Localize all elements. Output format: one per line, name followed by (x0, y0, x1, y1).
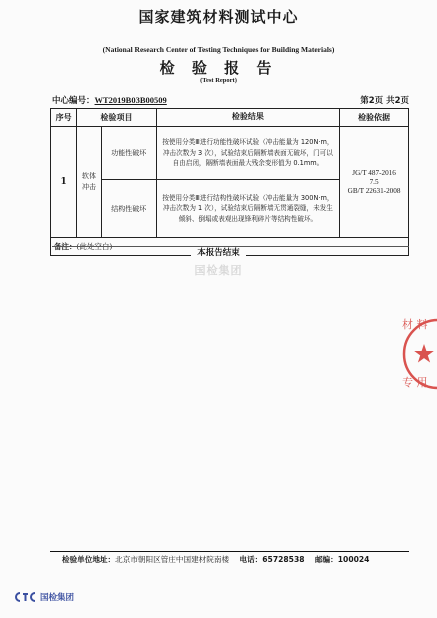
report-title-en: (Test Report) (200, 77, 237, 84)
note-text: (此处空白) (76, 242, 113, 251)
results-table (50, 108, 409, 256)
phone-label: 电话： (239, 555, 263, 564)
item-name: 软体冲击 (82, 172, 97, 191)
table-header-row (51, 109, 409, 127)
phone-number: 65728538 (262, 555, 305, 564)
table-row (51, 127, 409, 180)
header-item: 检验项目 (77, 109, 157, 127)
row-seq: 1 (51, 127, 77, 238)
watermark: 国检集团 (194, 264, 243, 277)
official-seal-icon (398, 314, 437, 394)
center-no: WT2019B03B00509 (94, 95, 167, 105)
svg-text:专 用: 专 用 (402, 376, 428, 389)
basis-standard-2: GB/T 22631-2008 (347, 186, 401, 195)
ctc-logo-icon (14, 591, 36, 603)
row-sub-item: 结构性破坏 (101, 180, 156, 238)
note-label: 备注： (54, 242, 77, 251)
company-logo (14, 590, 74, 604)
zip-label: 邮编： (314, 555, 338, 564)
page-count: 第2页 共2页 (360, 96, 409, 106)
basis-clause: 7.5 (369, 177, 379, 186)
header-seq: 序号 (51, 109, 77, 127)
institution-title-en: (National Research Center of Testing Techniques for Building Materials) (102, 45, 335, 54)
footer-divider (50, 551, 409, 552)
svg-text:材 料: 材 料 (402, 318, 428, 331)
row-item (77, 127, 102, 238)
row-result: 按使用分类Ⅲ进行结构性破坏试验（冲击能量为 300N·m，冲击次数为 1 次），试验结束后隔断墙无贯通裂缝，未发生倾斜、倒塌或表观出现锋利碎片等结构性破坏。 (156, 180, 339, 238)
footer-info (62, 554, 369, 565)
header-result: 检验结果 (156, 109, 339, 127)
zip-code: 100024 (337, 555, 370, 564)
unit-label: 检验单位地址： (62, 555, 116, 564)
logo-name: 国检集团 (40, 593, 75, 603)
header-basis: 检验依据 (340, 109, 409, 127)
end-of-report (0, 240, 437, 259)
basis-standard-1: JG/T 487-2016 (352, 168, 396, 177)
institution-title-cn: 国家建筑材料测试中心 (138, 8, 299, 26)
row-result: 按使用分类Ⅲ进行功能性破坏试验（冲击能量为 120N·m，冲击次数为 3 次），试验结束后隔断墙表面无破坏，门可以自由启闭，隔断墙表面最大残余变形值为 0.1mm。 (156, 127, 339, 180)
report-meta (52, 94, 409, 106)
center-no-label: 中心编号： (52, 96, 95, 106)
row-basis (340, 127, 409, 238)
report-title-cn: 检 验 报 告 (159, 59, 278, 77)
end-of-report-text: 本报告结束 (191, 248, 246, 258)
row-sub-item: 功能性破坏 (101, 127, 156, 180)
unit-address: 北京市朝阳区管庄中国建材院南楼 (115, 555, 230, 564)
